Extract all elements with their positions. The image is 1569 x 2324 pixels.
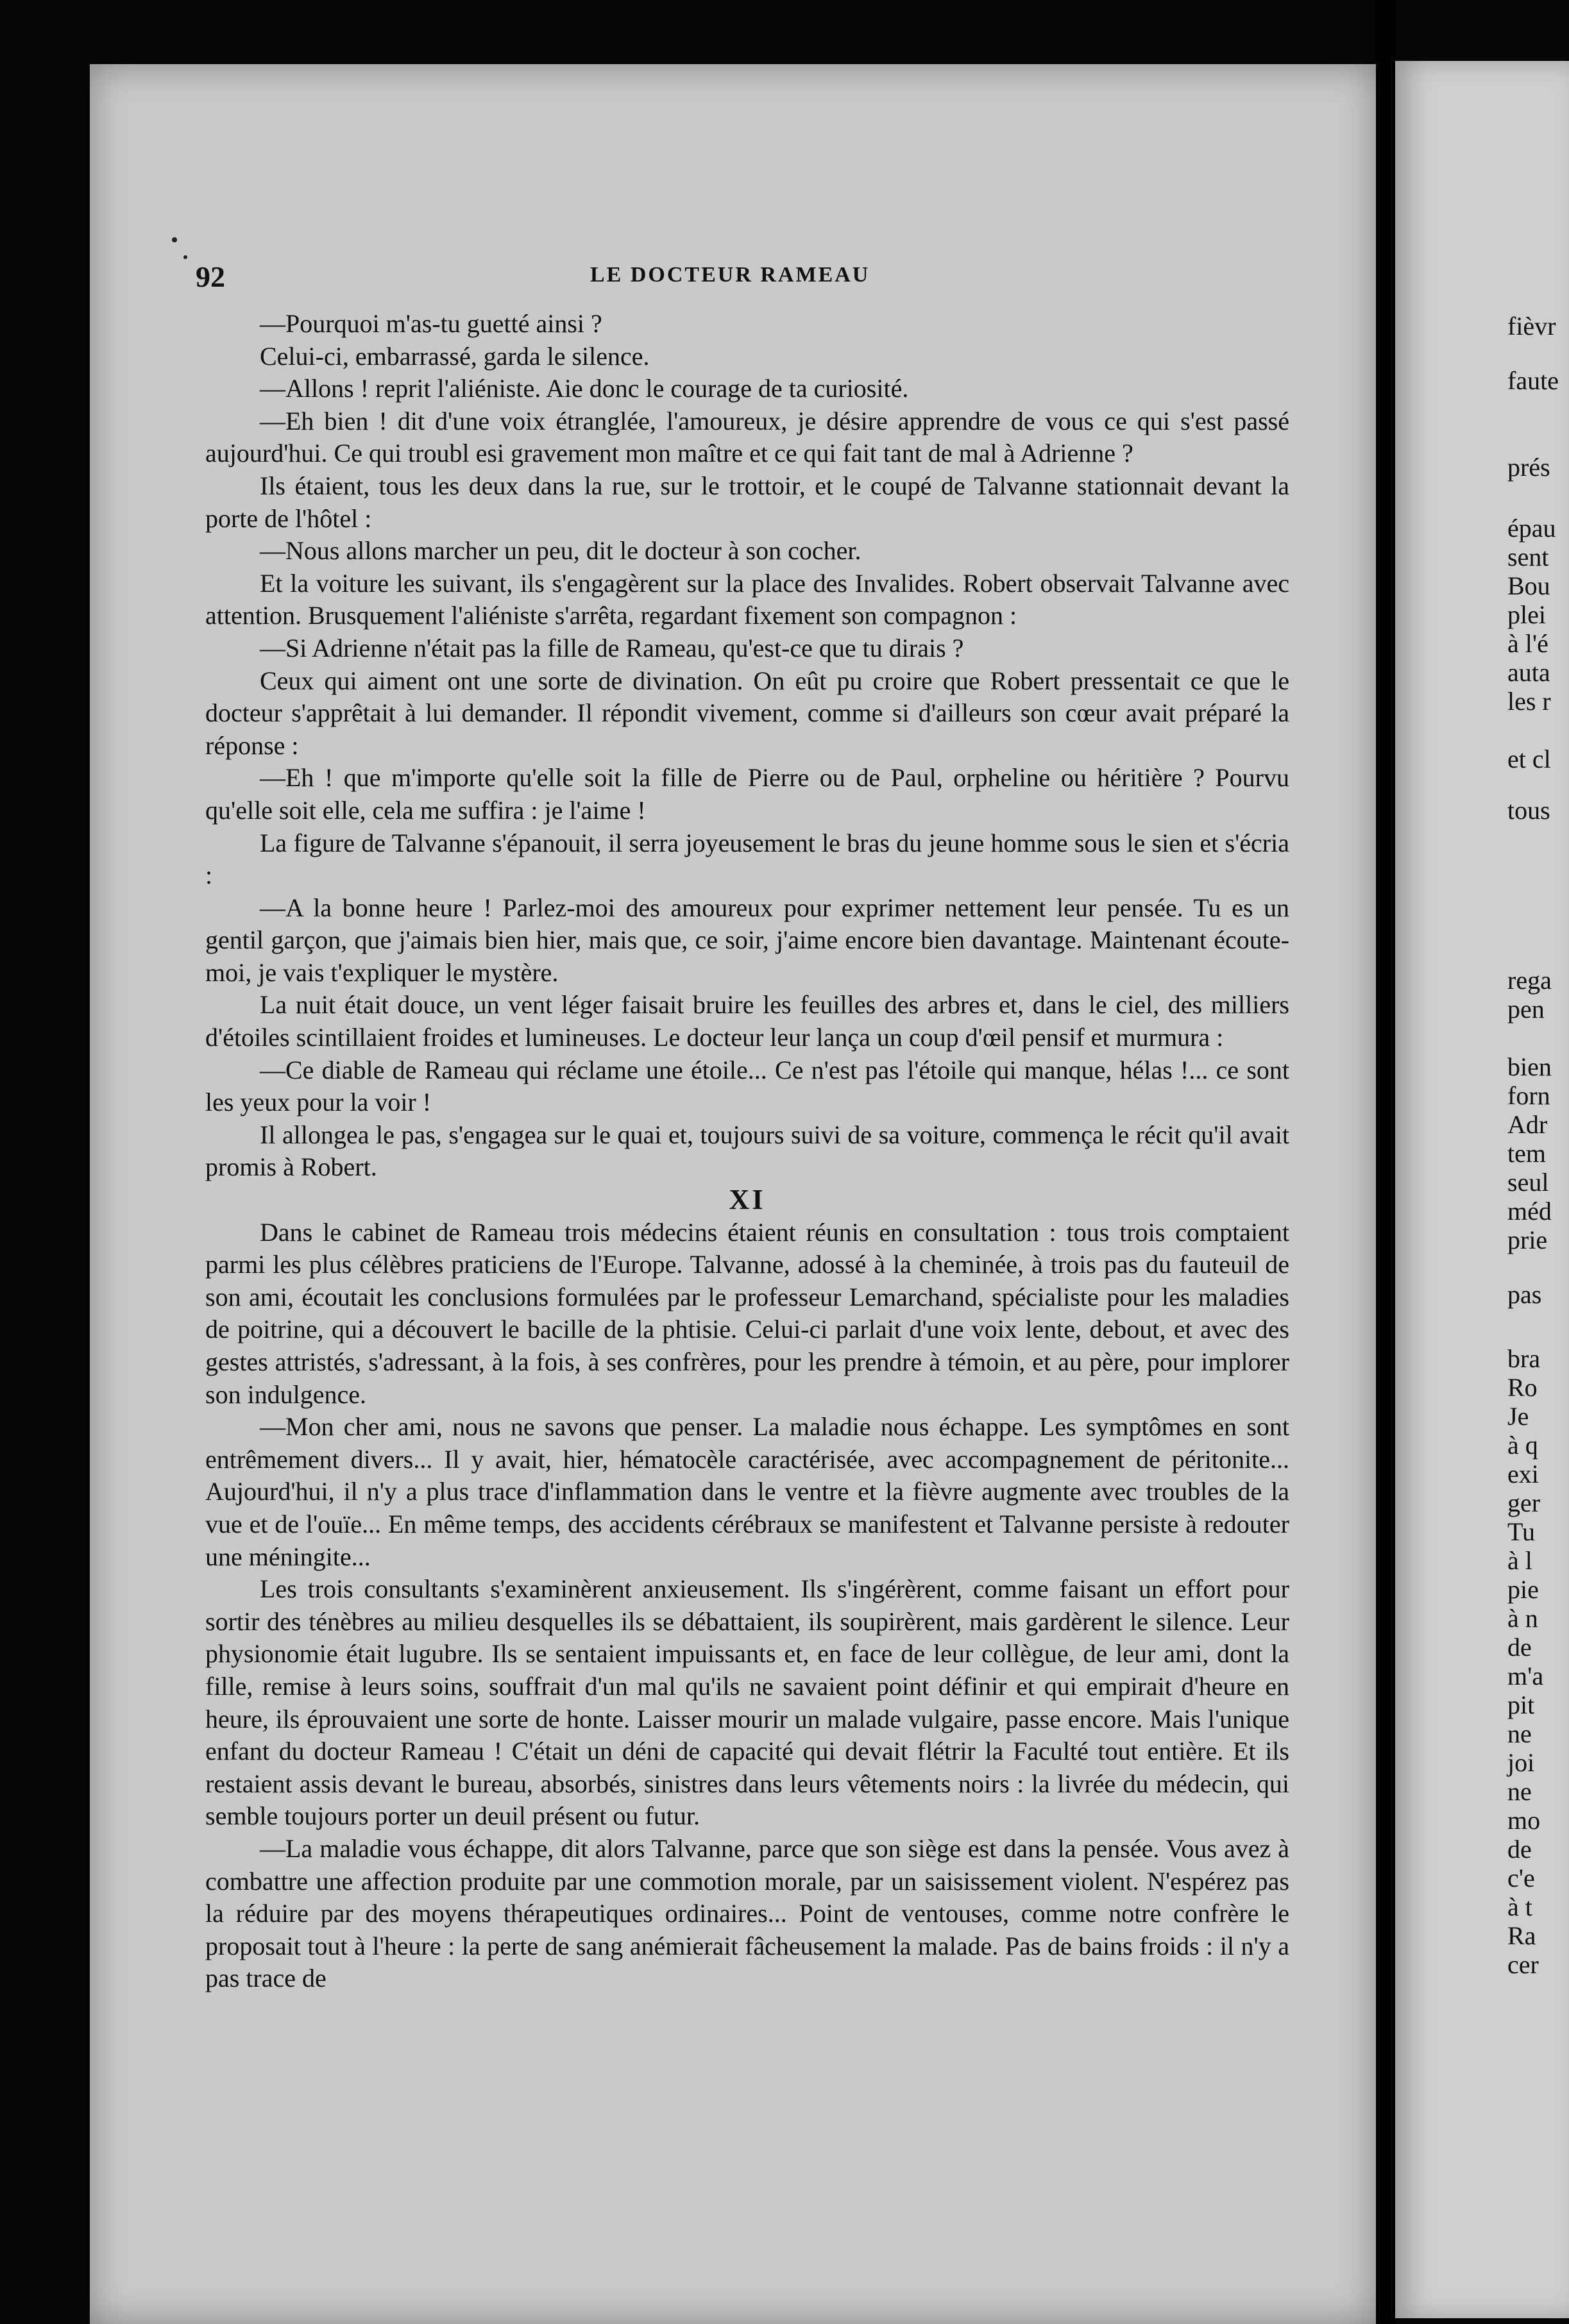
right-page-fragment: les r bbox=[1507, 687, 1551, 716]
right-page-fragment: pit bbox=[1507, 1690, 1535, 1719]
page-speck bbox=[172, 237, 177, 242]
right-page-fragment: faute bbox=[1507, 366, 1559, 395]
chapter-heading: XI bbox=[729, 1184, 766, 1216]
right-page-fragment: fièvr bbox=[1507, 312, 1556, 341]
right-page-fragment: méd bbox=[1507, 1197, 1552, 1225]
paragraph: —La maladie vous échappe, dit alors Talvanne, parce que son siège est dans la pensée. Vous avez à combattre une affection produite par une commotion morale, par un saisissement violent. N'espérez pas la réduire par des moyens thérapeutiques ordinaires... Point de ventouses, comme notre confrère le proposait tout à l'heure : la perte de sang anémierait fâcheusement la malade. Pas de bains froids : il n'y a pas trace de bbox=[205, 1833, 1289, 1993]
right-page-fragment: forn bbox=[1507, 1081, 1550, 1110]
paragraph: La figure de Talvanne s'épanouit, il serra joyeusement le bras du jeune homme sous le sien et s'écria : bbox=[205, 828, 1289, 890]
right-page-fragment: Ro bbox=[1507, 1373, 1538, 1402]
page-speck bbox=[183, 255, 187, 259]
right-page-fragment: tous bbox=[1507, 796, 1550, 825]
paragraph: —Mon cher ami, nous ne savons que penser. La maladie nous échappe. Les symptômes en sont entrêmement divers... Il y avait, hier, hématocèle caractérisée, avec accompagnement de péritonite... Aujourd'hui, il n'y a plus trace d'inflammation dans le ventre et la fièvre augmente avec troubles de la vue et de l'ouïe... En même temps, des accidents cérébraux se manifestent et Talvanne persiste à redouter une méningite... bbox=[205, 1412, 1289, 1571]
right-page-fragment: ger bbox=[1507, 1488, 1541, 1517]
right-page-fragment: joi bbox=[1507, 1748, 1535, 1777]
paragraph: Les trois consultants s'examinèrent anxieusement. Ils s'ingérèrent, comme faisant un effort pour sortir des ténèbres au milieu desquelles ils se débattaient, ils soupirèrent, mais gardèrent le silence. Leur physionomie était lugubre. Ils se sentaient impuissants et, en face de leur collègue, de leur ami, dont la fille, remise à leurs soins, souffrait d'un mal qu'ils ne savaient point définir et qui empirait d'heure en heure, ils éprouvaient une sorte de honte. Laisser mourir un malade vulgaire, passe encore. Mais l'unique enfant du docteur Rameau ! C'était un déni de capacité qui devait flétrir la Faculté tout entière. Et ils restaient assis devant le bureau, absorbés, sinistres dans leurs vêtements noirs : la livrée du médecin, qui semble toujours porter un deuil présent ou futur. bbox=[205, 1574, 1289, 1831]
right-page-fragment: bien bbox=[1507, 1052, 1552, 1081]
paragraph: Dans le cabinet de Rameau trois médecins étaient réunis en consultation : tous trois comptaient parmi les plus célèbres praticiens de l'Europe. Talvanne, adossé à la cheminée, à trois pas du fauteuil de son ami, écoutait les conclusions formulées par le professeur Lemarchand, spécialiste pour les maladies de poitrine, qui a découvert le bacille de la phtisie. Celui-ci parlait d'une voix lente, debout, et avec des gestes attristés, s'adressant, à la fois, à ses confrères, pour les prendre à témoin, et au père, pour implorer son indulgence. bbox=[205, 1217, 1289, 1409]
right-page-fragment: Bou bbox=[1507, 571, 1550, 600]
paragraph: Ceux qui aiment ont une sorte de divination. On eût pu croire que Robert pressentait ce que le docteur s'apprêtait à lui demander. Il répondit vivement, comme si d'ailleurs son cœur avait préparé la réponse : bbox=[205, 666, 1289, 760]
paragraph: —Eh ! que m'importe qu'elle soit la fille de Pierre ou de Paul, orpheline ou héritière ? Pourvu qu'elle soit elle, cela me suffira : je l'aime ! bbox=[205, 763, 1289, 825]
right-page-fragment: épau bbox=[1507, 514, 1556, 543]
paragraph: —Eh bien ! dit d'une voix étranglée, l'amoureux, je désire apprendre de vous ce qui s'est passé aujourd'hui. Ce qui troubl esi gravement mon maître et ce qui fait tant de mal à Adrienne ? bbox=[205, 406, 1289, 468]
paragraph: —A la bonne heure ! Parlez-moi des amoureux pour exprimer nettement leur pensée. Tu es un gentil garçon, que j'aimais bien hier, mais que, ce soir, j'aime encore bien davantage. Maintenant écoute-moi, je vais t'expliquer le mystère. bbox=[205, 893, 1289, 987]
right-page-fragment: auta bbox=[1507, 658, 1550, 687]
right-page-fragment: mo bbox=[1507, 1806, 1541, 1835]
paragraph: —Pourquoi m'as-tu guetté ainsi ? bbox=[260, 309, 602, 338]
right-page-fragment: pie bbox=[1507, 1575, 1539, 1604]
right-page-fragment: rega bbox=[1507, 966, 1552, 995]
paragraph: Ils étaient, tous les deux dans la rue, sur le trottoir, et le coupé de Talvanne stationnait devant la porte de l'hôtel : bbox=[205, 471, 1289, 533]
right-page-fragment: Je bbox=[1507, 1402, 1529, 1431]
paragraph: —Ce diable de Rameau qui réclame une étoile... Ce n'est pas l'étoile qui manque, hélas !... ce sont les yeux pour la voir ! bbox=[205, 1055, 1289, 1117]
right-page-fragment: prie bbox=[1507, 1225, 1548, 1254]
right-page-fragment: Tu bbox=[1507, 1517, 1536, 1546]
right-page-fragment: à q bbox=[1507, 1431, 1538, 1460]
right-page-fragment: exi bbox=[1507, 1460, 1539, 1488]
right-page-fragment: pen bbox=[1507, 995, 1545, 1023]
right-page-fragment: à t bbox=[1507, 1892, 1532, 1921]
right-page-fragment: tem bbox=[1507, 1139, 1546, 1168]
paragraph: —Nous allons marcher un peu, dit le docteur à son cocher. bbox=[260, 536, 861, 566]
paragraph: —Allons ! reprit l'aliéniste. Aie donc le courage de ta curiosité. bbox=[260, 374, 909, 403]
right-page-fragment: de bbox=[1507, 1633, 1532, 1662]
right-page-fragment: et cl bbox=[1507, 745, 1551, 773]
right-page-fragment: Adr bbox=[1507, 1110, 1548, 1139]
paragraph: Il allongea le pas, s'engagea sur le quai et, toujours suivi de sa voiture, commença le récit qu'il avait promis à Robert. bbox=[205, 1120, 1289, 1182]
right-page-fragment: seul bbox=[1507, 1168, 1549, 1197]
right-page-fragment: ne bbox=[1507, 1719, 1532, 1748]
paragraph: La nuit était douce, un vent léger faisait bruire les feuilles des arbres et, dans le ciel, des milliers d'étoiles scintillaient froides et lumineuses. Le docteur leur lança un coup d'œil pensif et murmura : bbox=[205, 990, 1289, 1052]
right-page-fragment: ne bbox=[1507, 1777, 1532, 1806]
right-page-fragment: à l'é bbox=[1507, 629, 1548, 658]
right-page-fragment: prés bbox=[1507, 453, 1550, 482]
page-number: 92 bbox=[196, 260, 225, 293]
running-title: LE DOCTEUR RAMEAU bbox=[590, 263, 870, 287]
right-page-fragment: c'e bbox=[1507, 1864, 1535, 1892]
paragraph: Et la voiture les suivant, ils s'engagèrent sur la place des Invalides. Robert observait Talvanne avec attention. Brusquement l'aliéniste s'arrêta, regardant fixement son compagnon : bbox=[205, 568, 1289, 630]
right-page-fragment: bra bbox=[1507, 1344, 1541, 1373]
right-page-fragment: à n bbox=[1507, 1604, 1538, 1633]
right-page-fragment: sent bbox=[1507, 543, 1549, 571]
book-gutter bbox=[1376, 0, 1395, 2324]
right-page-fragment: pas bbox=[1507, 1280, 1542, 1309]
right-page-fragment: à l bbox=[1507, 1546, 1532, 1575]
page-text bbox=[205, 308, 1289, 1995]
paragraph: —Si Adrienne n'était pas la fille de Rameau, qu'est-ce que tu dirais ? bbox=[260, 633, 964, 662]
right-page-fragment: plei bbox=[1507, 600, 1546, 629]
paragraph: Celui-ci, embarrassé, garda le silence. bbox=[260, 341, 650, 371]
right-page-fragment: cer bbox=[1507, 1950, 1539, 1979]
right-page-fragment: Ra bbox=[1507, 1921, 1536, 1950]
right-page-fragment: de bbox=[1507, 1835, 1532, 1864]
right-page-fragment: m'a bbox=[1507, 1662, 1544, 1690]
